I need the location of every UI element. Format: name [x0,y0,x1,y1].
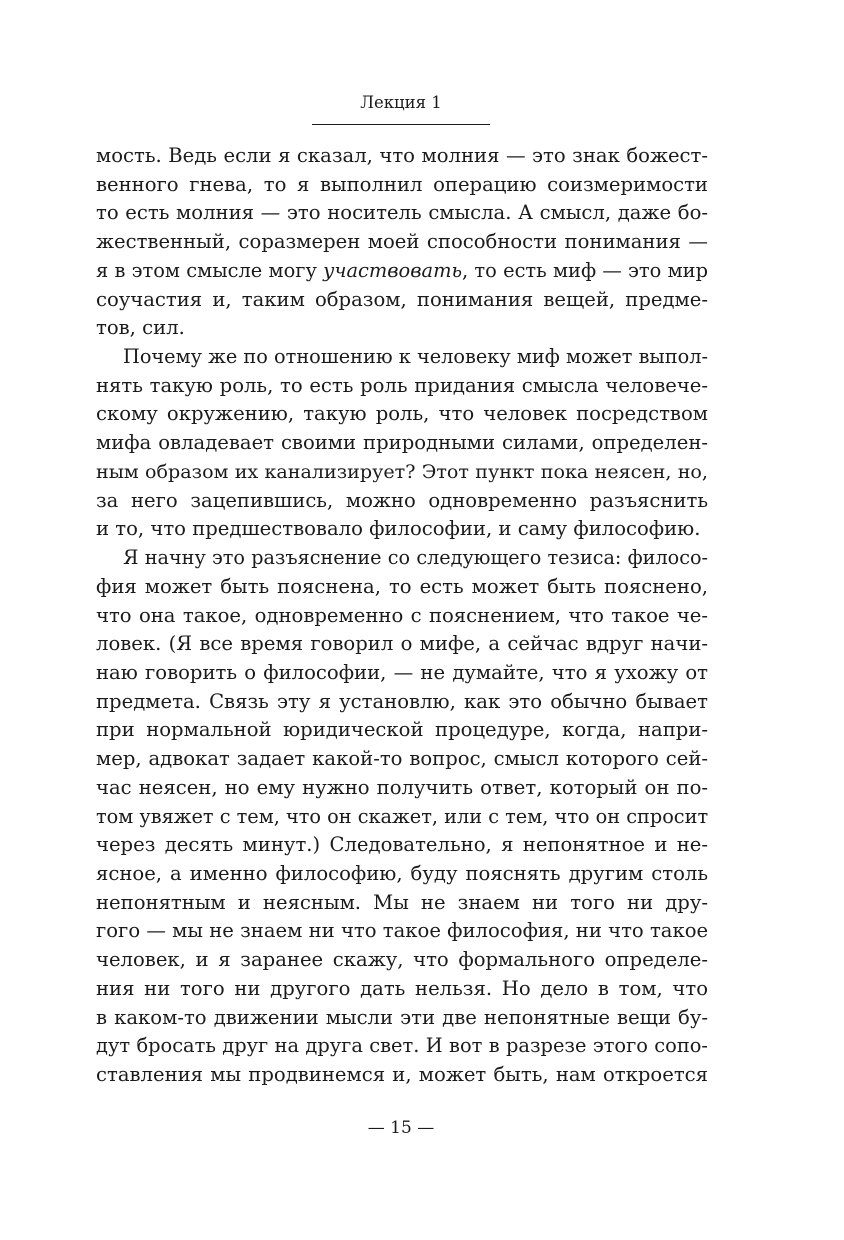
text-line: предмета. Связь эту я установлю, как это обычно бывает [96,689,708,713]
paragraph-first-line: Я начну это разъяснение со следующего тезиса: филосо- [123,546,708,570]
text-line: ставления мы продвинемся и, может быть, нам откроется [96,1063,708,1086]
text-line: том увяжет с тем, что он скажет, или с тем, что он спросит [96,804,709,828]
text-line: нять такую роль, то есть роль придания смысла человече- [96,373,708,397]
page-number: — 15 — [367,1118,435,1138]
text-line: венного гнева, то я выполнил операцию соизмеримости [96,172,708,196]
text-line: ния ни того ни другого дать нельзя. Но дело в том, что [96,976,708,1000]
text-line: мер, адвокат задает какой-то вопрос, смысл которого сей- [96,747,708,771]
italic-emphasis: участвовать [323,258,463,282]
text-line: скому окружению, такую роль, что человек посредством [96,402,708,426]
running-head: Лекция 1 [360,93,442,112]
text-line: за него зацепившись, можно одновременно разъяснить [96,488,708,512]
text-line: ным образом их канализирует? Этот пункт пока неясен, но, [96,459,708,483]
text-line: мость. Ведь если я сказал, что молния — это знак божест- [96,144,708,167]
text-line: через десять минут.) Следовательно, я непонятное и не- [96,833,708,857]
text-line: человек, и я заранее скажу, что формального определе- [96,948,708,972]
text-line [96,257,708,286]
text-line: жественный, соразмерен моей способности понимания — [96,230,708,254]
text-line: дут бросать друг на друга свет. И вот в разрезе этого сопо- [96,1034,708,1058]
text-line: в каком-то движении мысли эти две непонятные вещи бу- [96,1005,708,1029]
text-line: ловек. (Я все время говорил о мифе, а сейчас вдруг начи- [96,632,708,656]
text-line: и то, что предшествовало философии, и саму философию. [96,517,701,541]
text-line: ясное, а именно философию, буду пояснять другим столь [96,861,708,885]
text-fragment: , то есть миф — это мир [462,258,708,282]
text-line: непонятным и неясным. Мы не знаем ни того ни дру- [96,890,708,914]
text-line: мифа овладевает своими природными силами, определен- [96,431,708,455]
paragraph-first-line: Почему же по отношению к человеку миф может выпол- [123,345,708,369]
text-line: соучастия и, таким образом, понимания вещей, предме- [96,287,708,311]
text-line: час неясен, но ему нужно получить ответ, который он по- [96,775,708,799]
text-line: то есть молния — это носитель смысла. А смысл, даже бо- [96,201,708,225]
text-line: фия может быть пояснена, то есть может быть пояснено, [96,574,708,598]
running-head-rule [312,124,490,125]
text-line: гого — мы не знаем ни что такое философия, ни что такое [96,919,709,943]
text-line: тов, сил. [96,316,185,340]
text-line: наю говорить о философии, — не думайте, что я ухожу от [96,660,708,684]
text-line: при нормальной юридической процедуре, когда, напри- [96,718,708,742]
text-line: что она такое, одновременно с пояснением, что такое че- [96,603,708,627]
text-fragment: я в этом смысле могу [96,258,317,282]
body-text [96,142,708,1090]
